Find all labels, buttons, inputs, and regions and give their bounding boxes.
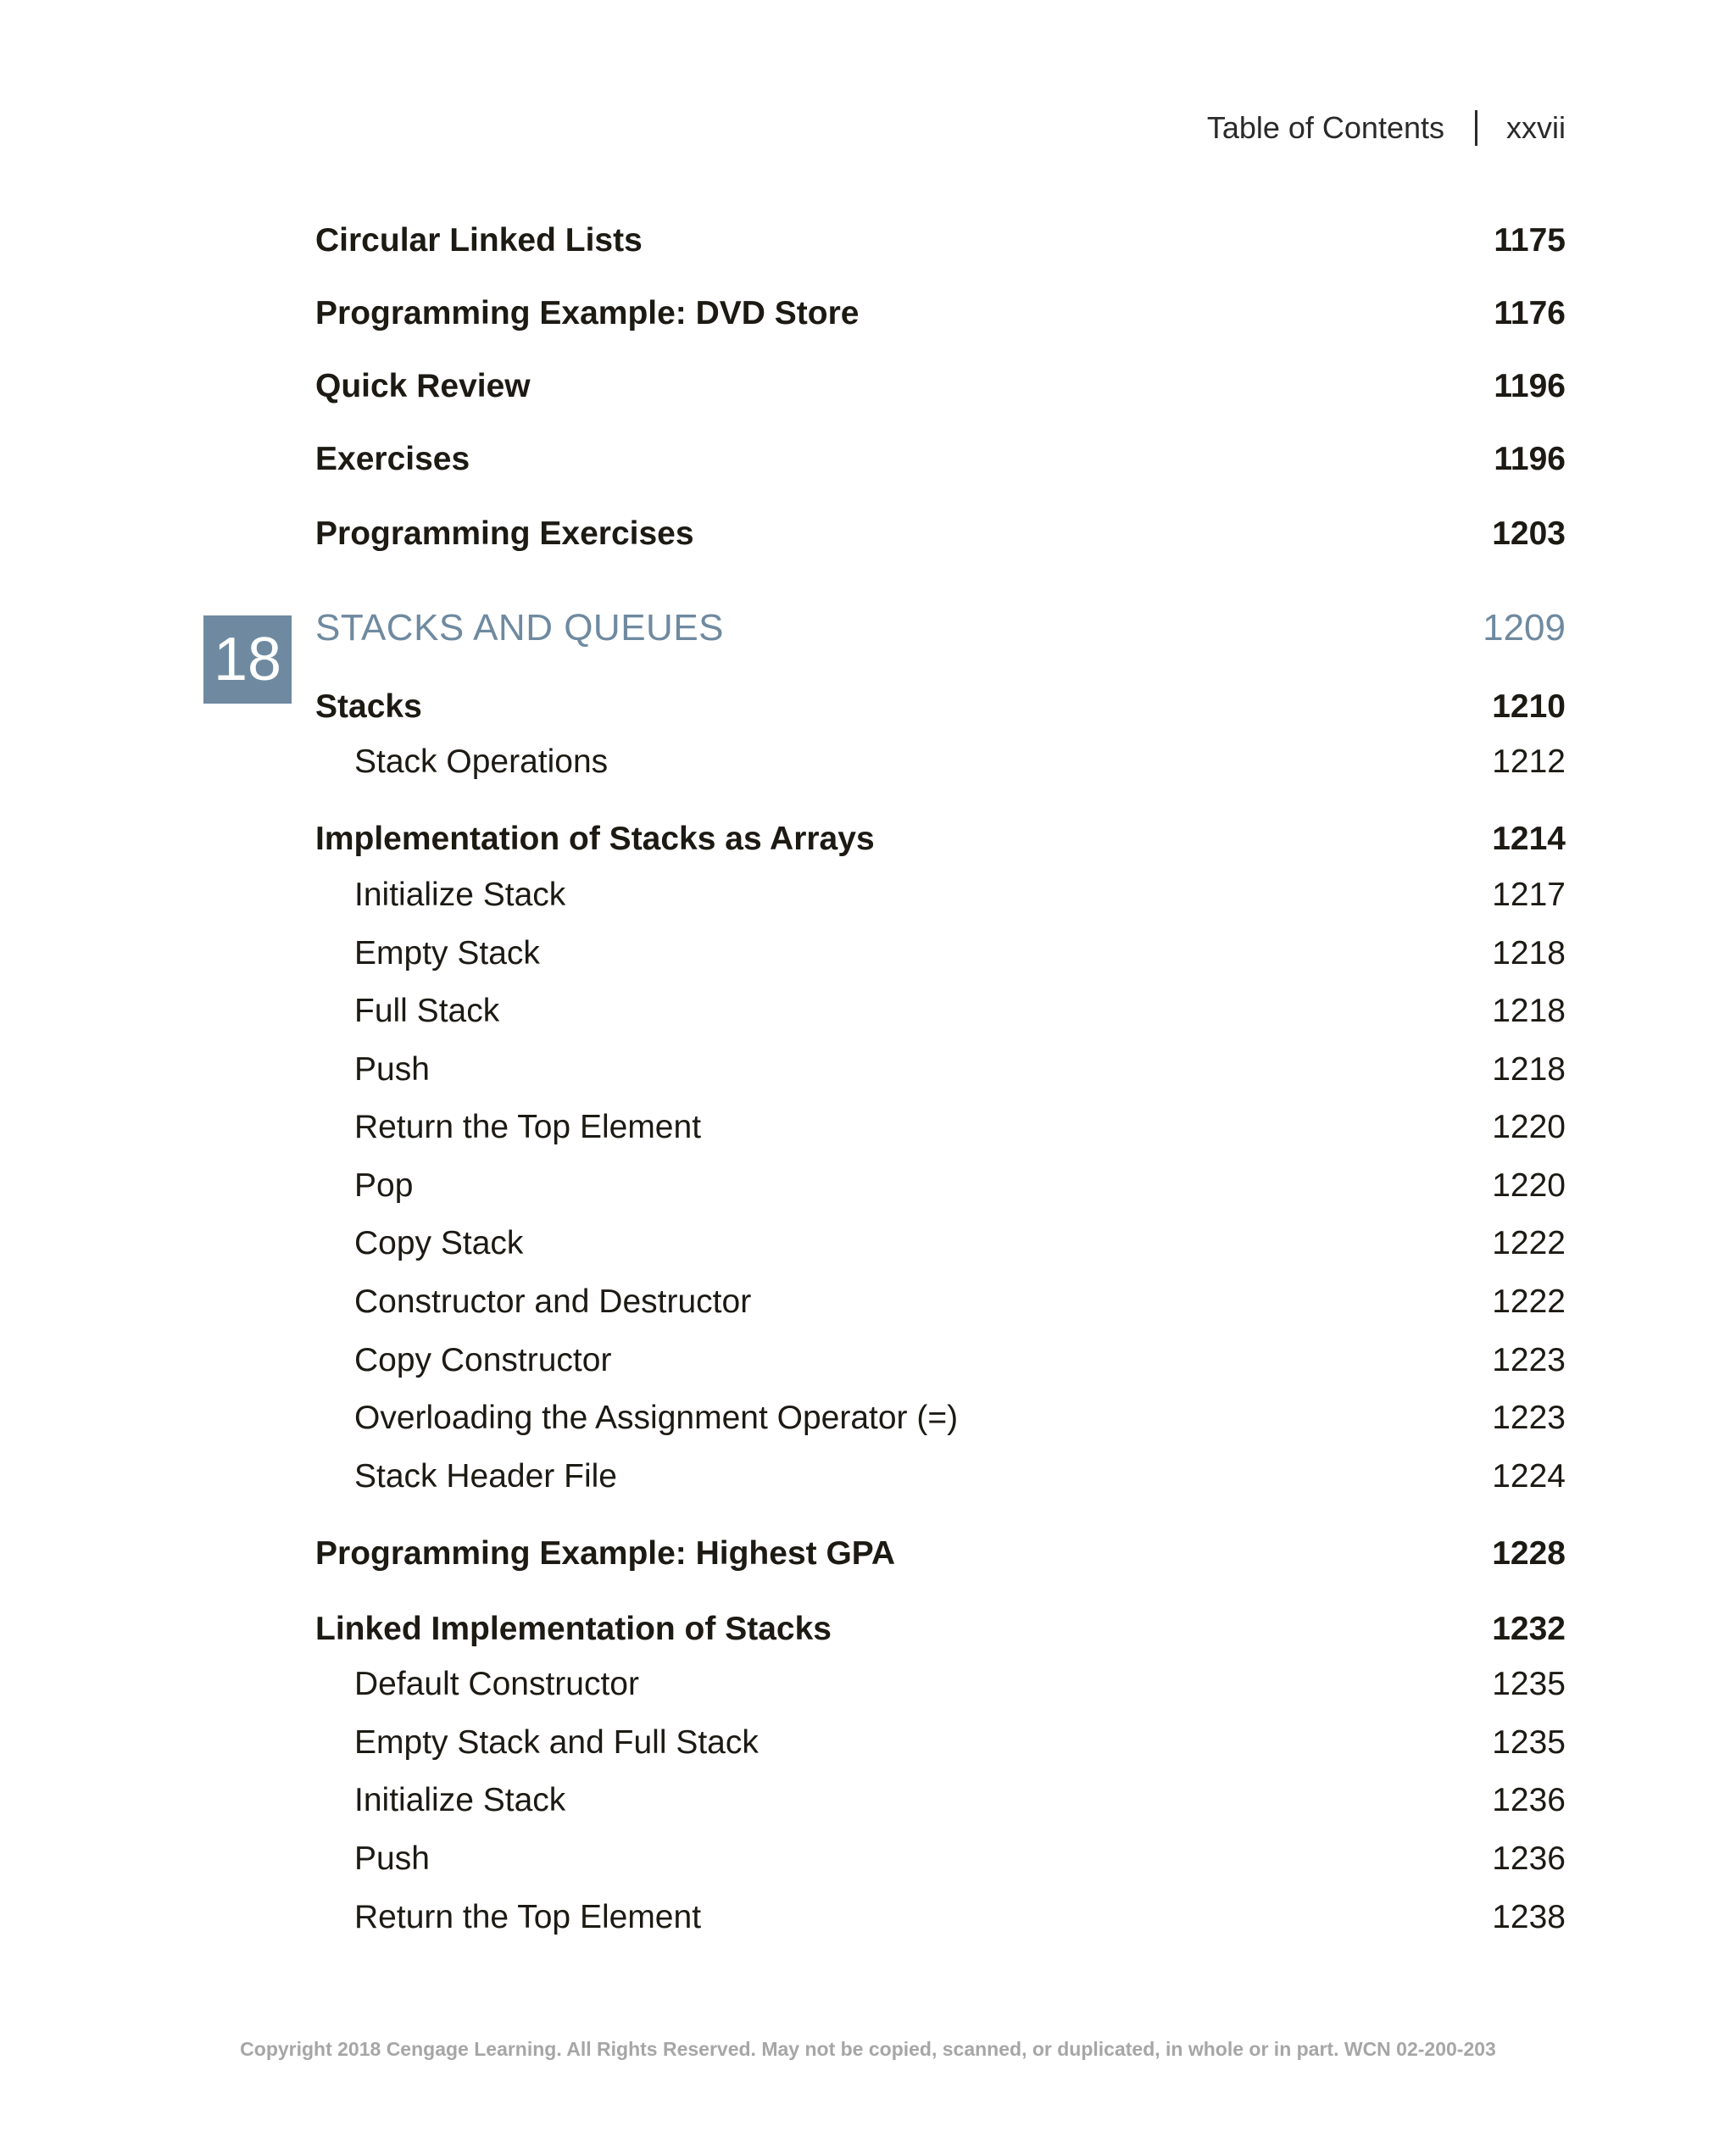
toc-entry[interactable] [315, 368, 1566, 405]
toc-entry-page: 1218 [1492, 935, 1566, 972]
toc-entry-title: Copy Constructor [354, 1342, 612, 1378]
toc-subentry[interactable] [315, 1458, 1566, 1495]
toc-entry-title: Default Constructor [354, 1666, 639, 1702]
toc-entry[interactable] [315, 1611, 1566, 1648]
toc-entry[interactable] [315, 688, 1566, 726]
chapter-page: 1209 [1483, 607, 1566, 649]
toc-entry-page: 1214 [1492, 821, 1566, 857]
toc-subentry[interactable] [315, 1400, 1566, 1437]
toc-entry-page: 1196 [1494, 441, 1566, 477]
toc-entry[interactable] [315, 222, 1566, 259]
running-head-page-number: xxvii [1506, 110, 1566, 145]
toc-entry-page: 1218 [1492, 1051, 1566, 1088]
toc-entry-page: 1196 [1494, 368, 1566, 404]
toc-entry-page: 1223 [1492, 1400, 1566, 1436]
toc-subentry[interactable] [315, 877, 1566, 914]
toc-entry[interactable] [315, 515, 1566, 553]
toc-entry-page: 1212 [1492, 743, 1566, 780]
toc-entry-page: 1176 [1494, 295, 1566, 331]
toc-entry-title: Copy Stack [354, 1225, 524, 1261]
toc-entry-page: 1223 [1492, 1342, 1566, 1378]
toc-subentry[interactable] [315, 1724, 1566, 1762]
toc-entry-title: Empty Stack [354, 935, 540, 972]
toc-entry[interactable] [315, 821, 1566, 858]
toc-entry-title: Stack Header File [354, 1458, 617, 1495]
toc-entry-title: Constructor and Destructor [354, 1283, 752, 1320]
toc-subentry[interactable] [315, 1051, 1566, 1088]
toc-entry-title: Programming Exercises [315, 515, 694, 552]
toc-entry-page: 1228 [1492, 1535, 1566, 1572]
table-of-contents [315, 0, 1566, 1950]
running-head-section: Table of Contents [1206, 110, 1444, 145]
toc-subentry[interactable] [315, 1283, 1566, 1321]
toc-entry-page: 1203 [1492, 515, 1566, 552]
toc-entry-page: 1220 [1492, 1109, 1566, 1145]
copyright-notice: Copyright 2018 Cengage Learning. All Rights Reserved. May not be copied, scanned, or duplicated, in whole or in part. WCN 02-200-203 [240, 2038, 1496, 2060]
toc-entry-page: 1222 [1492, 1225, 1566, 1261]
toc-entry-page: 1224 [1492, 1458, 1566, 1495]
toc-subentry[interactable] [315, 1899, 1566, 1936]
toc-entry-title: Overloading the Assignment Operator (=) [354, 1400, 959, 1436]
toc-entry-page: 1235 [1492, 1724, 1566, 1761]
toc-entry-title: Push [354, 1840, 430, 1877]
toc-entry-title: Initialize Stack [354, 877, 566, 913]
toc-entry-title: Return the Top Element [354, 1109, 702, 1145]
toc-entry[interactable] [315, 441, 1566, 478]
toc-entry-title: Full Stack [354, 993, 500, 1029]
toc-entry-title: Programming Example: DVD Store [315, 295, 860, 331]
toc-entry-page: 1175 [1494, 222, 1566, 259]
toc-subentry[interactable] [315, 1109, 1566, 1146]
toc-entry-title: Pop [354, 1167, 414, 1204]
toc-entry-title: Empty Stack and Full Stack [354, 1724, 759, 1761]
chapter-heading[interactable] [315, 607, 1566, 649]
toc-subentry[interactable] [315, 1782, 1566, 1819]
toc-entry[interactable] [315, 295, 1566, 332]
toc-entry-title: Push [354, 1051, 430, 1088]
toc-subentry[interactable] [315, 1666, 1566, 1703]
toc-entry-page: 1232 [1492, 1611, 1566, 1647]
toc-entry-page: 1210 [1492, 688, 1566, 725]
toc-entry-page: 1236 [1492, 1782, 1566, 1818]
toc-entry-title: Programming Example: Highest GPA [315, 1535, 896, 1572]
toc-entry-page: 1236 [1492, 1840, 1566, 1877]
toc-entry-page: 1217 [1492, 877, 1566, 913]
toc-subentry[interactable] [315, 1342, 1566, 1379]
toc-entry-title: Return the Top Element [354, 1899, 702, 1935]
toc-entry-title: Exercises [315, 441, 470, 477]
toc-entry-title: Initialize Stack [354, 1782, 566, 1818]
toc-entry-page: 1220 [1492, 1167, 1566, 1204]
toc-entry-title: Linked Implementation of Stacks [315, 1611, 832, 1647]
toc-subentry[interactable] [315, 993, 1566, 1030]
toc-entry-page: 1235 [1492, 1666, 1566, 1702]
toc-entry-title: Stacks [315, 688, 422, 725]
toc-entry-title: Implementation of Stacks as Arrays [315, 821, 875, 857]
toc-entry-page: 1222 [1492, 1283, 1566, 1320]
toc-entry-title: Circular Linked Lists [315, 222, 643, 259]
toc-subentry[interactable] [315, 1167, 1566, 1205]
toc-subentry[interactable] [315, 743, 1566, 781]
toc-entry-title: Stack Operations [354, 743, 609, 780]
chapter-title: STACKS AND QUEUES [315, 607, 725, 649]
toc-entry-page: 1218 [1492, 993, 1566, 1029]
toc-entry-page: 1238 [1492, 1899, 1566, 1935]
toc-subentry[interactable] [315, 1225, 1566, 1262]
toc-entry-title: Quick Review [315, 368, 531, 404]
chapter-number-badge: 18 [203, 615, 292, 704]
toc-entry[interactable] [315, 1535, 1566, 1573]
toc-subentry[interactable] [315, 935, 1566, 972]
toc-subentry[interactable] [315, 1840, 1566, 1878]
